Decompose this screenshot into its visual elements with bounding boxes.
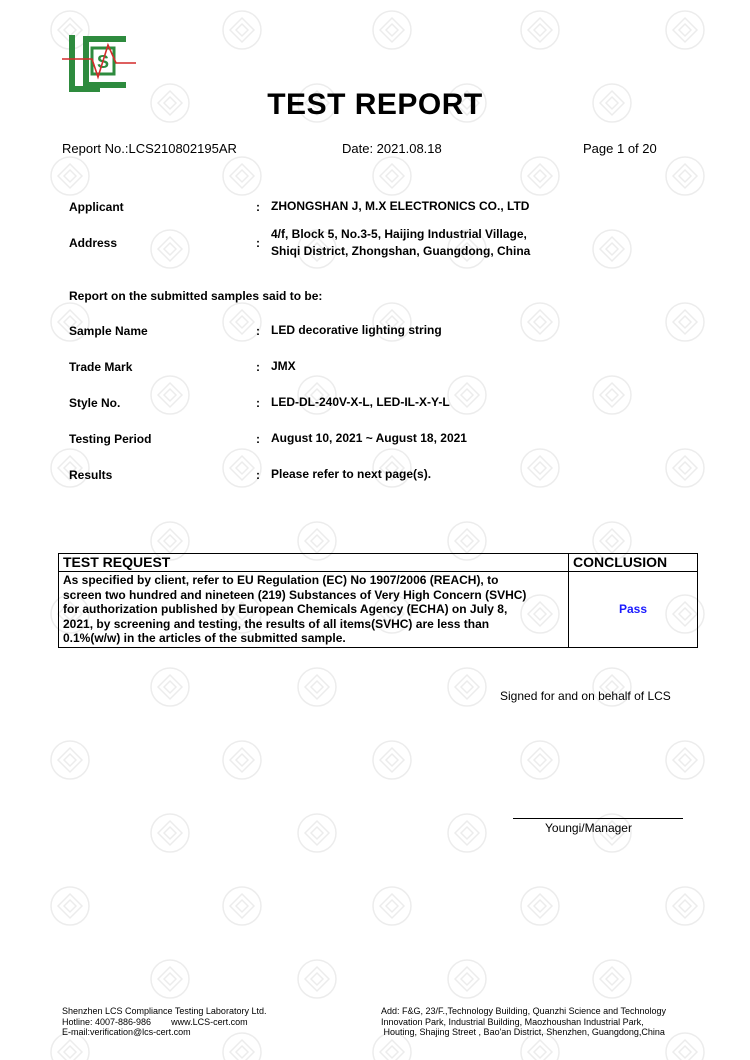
watermark-tile — [448, 814, 486, 852]
request-line: As specified by client, refer to EU Regulation (EC) No 1907/2006 (REACH), to — [63, 573, 499, 587]
footer-address-line: Innovation Park, Industrial Building, Maozhoushan Industrial Park, — [381, 1016, 644, 1027]
watermark-tile — [666, 887, 704, 925]
signer-name: Youngi/Manager — [545, 821, 632, 835]
footer-right — [381, 1006, 666, 1038]
watermark-tile — [521, 303, 559, 341]
watermark-tile — [593, 960, 631, 998]
report-title: TEST REPORT — [267, 88, 483, 121]
watermark-tile — [51, 887, 89, 925]
footer-address-line: Houting, Shajing Street , Bao'an District, Shenzhen, Guangdong,China — [381, 1027, 665, 1037]
watermark-tile — [666, 741, 704, 779]
lcs-logo — [62, 33, 136, 95]
watermark-tile — [298, 814, 336, 852]
style-no-value: LED-DL-240V-X-L, LED-IL-X-Y-L — [271, 395, 450, 409]
report-number: Report No.:LCS210802195AR — [62, 141, 237, 156]
style-no-label: Style No. — [69, 396, 121, 410]
watermark-tile — [666, 157, 704, 195]
test-request-text — [59, 572, 569, 648]
watermark-tile — [373, 887, 411, 925]
watermark-tile — [521, 11, 559, 49]
submitted-samples-intro: Report on the submitted samples said to be: — [69, 289, 323, 303]
svg-text:S: S — [96, 52, 110, 72]
address-value-line-2: Shiqi District, Zhongshan, Guangdong, China — [271, 244, 531, 258]
address-label: Address — [69, 236, 118, 250]
watermark-tile — [223, 887, 261, 925]
conclusion-pass: Pass — [569, 572, 698, 648]
sample-name-label: Sample Name — [69, 324, 148, 338]
request-line: screen two hundred and nineteen (219) Substances of Very High Concern (SVHC) — [63, 587, 527, 602]
watermark-tile — [666, 303, 704, 341]
signed-for-text: Signed for and on behalf of LCS — [500, 689, 671, 703]
signature-line — [513, 818, 683, 819]
test-request-header: TEST REQUEST — [59, 554, 569, 572]
conclusion-header: CONCLUSION — [569, 554, 698, 572]
watermark-tile — [448, 376, 486, 414]
test-request-table — [58, 553, 698, 648]
request-line: 2021, by screening and testing, the results of all items(SVHC) are less than — [63, 616, 490, 631]
watermark-tile — [223, 11, 261, 49]
watermark-tile — [521, 449, 559, 487]
sample-name-value: LED decorative lighting string — [271, 323, 442, 337]
results-colon: : — [256, 468, 260, 482]
footer-address-line: Add: F&G, 23/F.,Technology Building, Quanzhi Science and Technology — [381, 1006, 667, 1016]
watermark-tile — [51, 741, 89, 779]
watermark-tile — [593, 376, 631, 414]
testing-period-label: Testing Period — [69, 432, 152, 446]
watermark-tile — [151, 814, 189, 852]
watermark-tile — [373, 741, 411, 779]
testing-period-colon: : — [256, 432, 260, 446]
watermark-tile — [151, 376, 189, 414]
watermark-tile — [521, 741, 559, 779]
footer-lab-name: Shenzhen LCS Compliance Testing Laboratory Ltd. — [62, 1006, 267, 1016]
watermark-tile — [448, 960, 486, 998]
watermark-tile — [521, 157, 559, 195]
watermark-tile — [51, 157, 89, 195]
request-line: 0.1%(w/w) in the articles of the submitted sample. — [63, 631, 346, 645]
watermark-tile — [373, 157, 411, 195]
watermark-tile — [666, 1033, 704, 1060]
trade-mark-colon: : — [256, 360, 260, 374]
watermark-tile — [298, 960, 336, 998]
page-number: Page 1 of 20 — [583, 141, 657, 156]
footer-email: E-mail:verification@lcs-cert.com — [62, 1027, 191, 1037]
watermark-tile — [448, 668, 486, 706]
request-line: for authorization published by European Chemicals Agency (ECHA) on July 8, — [63, 602, 508, 616]
report-date: Date: 2021.08.18 — [342, 141, 442, 156]
applicant-label: Applicant — [69, 200, 124, 214]
results-label: Results — [69, 468, 113, 482]
trade-mark-value: JMX — [271, 359, 296, 373]
style-no-colon: : — [256, 396, 260, 410]
watermark-tile — [223, 157, 261, 195]
watermark-tile — [151, 230, 189, 268]
watermark-tile — [593, 230, 631, 268]
watermark-tile — [666, 11, 704, 49]
watermark-tile — [151, 960, 189, 998]
watermark-tile — [521, 887, 559, 925]
footer-left — [62, 1006, 266, 1038]
watermark-tile — [373, 11, 411, 49]
watermark-tile — [298, 668, 336, 706]
address-value-line-1: 4/f, Block 5, No.3-5, Haijing Industrial Village, — [271, 227, 527, 241]
watermark-tile — [223, 741, 261, 779]
results-value: Please refer to next page(s). — [271, 467, 432, 481]
watermark-tile — [151, 668, 189, 706]
applicant-colon: : — [256, 200, 260, 214]
testing-period-value: August 10, 2021 ~ August 18, 2021 — [271, 431, 467, 445]
watermark-tile — [666, 449, 704, 487]
address-colon: : — [256, 236, 260, 250]
footer-hotline: Hotline: 4007-886-986 www.LCS-cert.com — [62, 1016, 248, 1027]
applicant-value: ZHONGSHAN J, M.X ELECTRONICS CO., LTD — [271, 199, 530, 213]
trade-mark-label: Trade Mark — [69, 360, 133, 374]
sample-name-colon: : — [256, 324, 260, 338]
